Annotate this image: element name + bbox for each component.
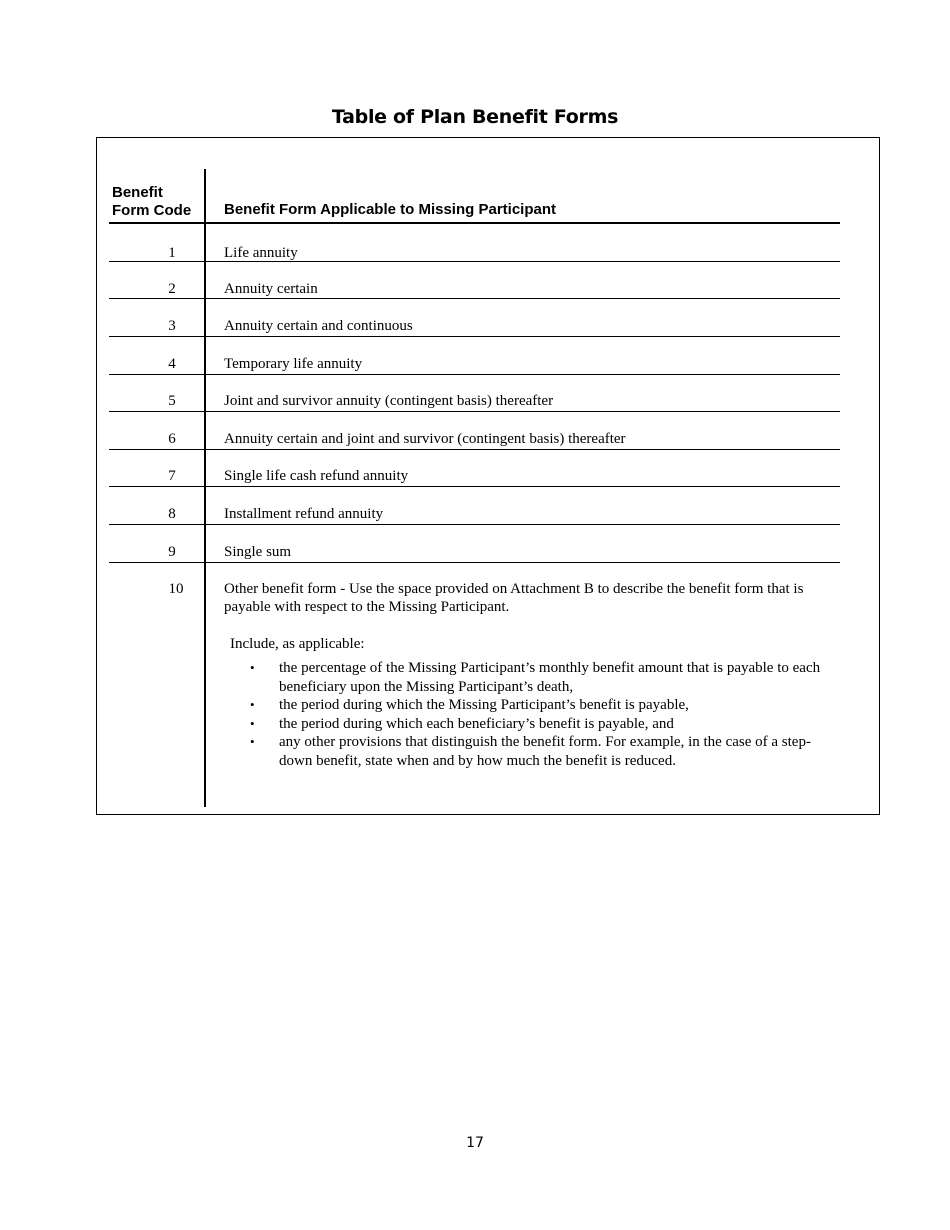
include-label: Include, as applicable: [230,636,365,652]
list-item [250,715,840,734]
list-item-text: any other provisions that distinguish the benefit form. For example, in the case of a step-down benefit, state when and by how much the benefit is reduced. [279,734,811,769]
header-benefit-form-code [112,184,191,220]
list-item-text: the period during which each beneficiary’s benefit is payable, and [279,715,674,732]
row-text: Temporary life annuity [224,356,363,372]
row-code: 7 [168,468,176,484]
header-code-line2: Form Code [112,202,192,219]
row-code: 5 [168,393,176,409]
row-rule [109,336,840,337]
row-rule [109,524,840,525]
list-item-text: the percentage of the Missing Participant’s monthly benefit amount that is payable to each beneficiary upon the Missing Participant’s death, [279,660,821,695]
row-text: Joint and survivor annuity (contingent basis) thereafter [224,393,554,409]
row-code: 8 [168,506,176,522]
page-title: Table of Plan Benefit Forms [331,106,619,128]
row-rule [109,411,840,412]
list-item-text: the period during which the Missing Participant’s benefit is payable, [279,697,689,713]
row-code: 2 [168,281,176,297]
row-code: 3 [168,318,176,334]
other-benefit-form-description: Other benefit form - Use the space provided on Attachment B to describe the benefit form that is payable with respect to the Missing Participant. [224,581,804,615]
row-rule [109,298,840,299]
list-item [250,659,840,696]
list-item [250,733,840,770]
page-number: 17 [466,1135,484,1151]
row-text: Single sum [224,544,292,560]
applicable-items-list [250,659,840,770]
row-rule [109,374,840,375]
column-divider [204,169,206,807]
list-item [250,696,840,715]
row-text: Single life cash refund annuity [224,468,409,484]
row-code: 9 [168,544,176,560]
row-text: Annuity certain [224,281,318,297]
row-code: 4 [168,356,176,372]
row-text: Installment refund annuity [224,506,384,522]
row-rule [109,261,840,262]
row-rule [109,449,840,450]
bullet-icon: • [250,660,255,675]
row-text: Annuity certain and joint and survivor (contingent basis) thereafter [224,431,626,447]
row-text: Life annuity [224,245,298,261]
row-rule [109,562,840,563]
header-rule [109,222,840,224]
header-benefit-form-description: Benefit Form Applicable to Missing Participant [224,201,556,218]
row-rule [109,486,840,487]
bullet-icon: • [250,734,255,749]
row-code-other: 10 [168,581,184,597]
bullet-icon: • [250,697,255,712]
row-text: Annuity certain and continuous [224,318,413,334]
row-code: 6 [168,431,176,447]
row-code: 1 [168,245,176,261]
bullet-icon: • [250,715,255,731]
header-code-line1: Benefit [112,184,163,201]
